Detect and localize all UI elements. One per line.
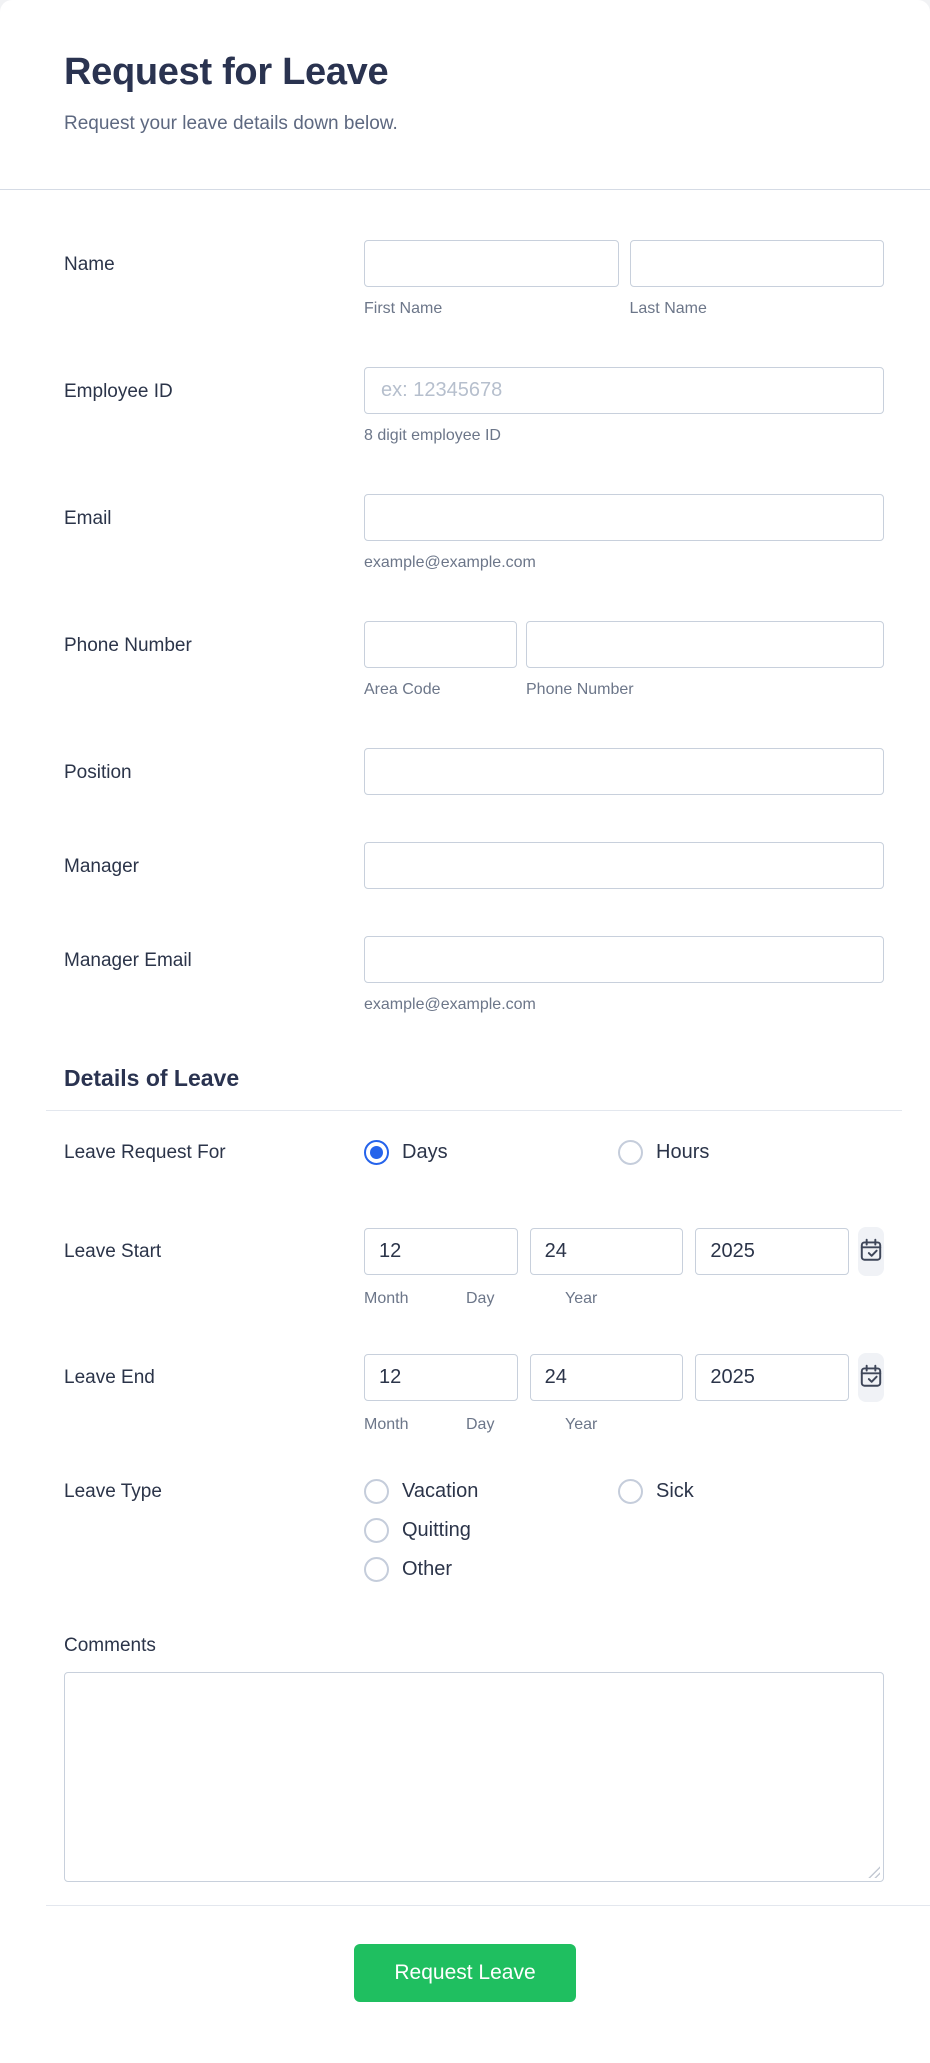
manager-label: Manager [64,856,139,878]
email-sublabel: example@example.com [364,554,536,572]
field-leave-start [64,1227,884,1307]
form-footer [0,1906,930,2052]
radio-circle-sick [618,1479,643,1504]
comments-textarea[interactable] [64,1672,884,1882]
leave-start-label: Leave Start [64,1241,162,1263]
radio-label-quitting: Quitting [402,1519,471,1542]
comments-label: Comments [64,1635,156,1657]
field-manager [64,842,884,889]
employee-id-input[interactable] [364,367,884,414]
field-leave-type [64,1479,884,1582]
leave-end-day-input[interactable] [530,1354,684,1401]
last-name-sublabel: Last Name [629,300,707,318]
leave-start-calendar-button[interactable] [858,1227,884,1276]
calendar-check-icon [858,1237,884,1266]
radio-label-sick: Sick [656,1480,694,1503]
field-position [64,748,884,795]
leave-start-month-sublabel: Month [364,1290,409,1308]
page-subtitle: Request your leave details down below. [64,113,398,135]
name-label: Name [64,254,115,276]
radio-label-days: Days [402,1141,448,1164]
radio-option-hours[interactable] [618,1140,709,1165]
leave-request-for-label: Leave Request For [64,1142,226,1164]
phone-number-sublabel: Phone Number [526,681,634,699]
field-comments [64,1634,884,1882]
phone-number-input[interactable] [526,621,884,668]
manager-email-sublabel: example@example.com [364,996,536,1014]
email-input[interactable] [364,494,884,541]
leave-end-month-sublabel: Month [364,1416,409,1434]
employee-id-sublabel: 8 digit employee ID [364,427,501,445]
position-input[interactable] [364,748,884,795]
radio-option-sick[interactable] [618,1479,694,1504]
area-code-input[interactable] [364,621,517,668]
page-title: Request for Leave [64,51,389,93]
manager-email-label: Manager Email [64,950,192,972]
request-leave-submit-button[interactable]: Request Leave [354,1944,576,2002]
field-leave-request-for [64,1140,884,1165]
details-of-leave-heading: Details of Leave [64,1065,240,1092]
radio-circle-other [364,1557,389,1582]
field-leave-end [64,1353,884,1433]
area-code-sublabel: Area Code [364,681,441,699]
radio-circle-hours [618,1140,643,1165]
radio-label-vacation: Vacation [402,1480,479,1503]
radio-circle-vacation [364,1479,389,1504]
leave-end-year-sublabel: Year [565,1416,598,1434]
radio-label-hours: Hours [656,1141,710,1164]
field-name [64,240,884,317]
field-email [64,494,884,571]
manager-input[interactable] [364,842,884,889]
first-name-sublabel: First Name [364,300,443,318]
leave-end-label: Leave End [64,1367,155,1389]
radio-option-other[interactable] [364,1557,452,1582]
field-phone [64,621,884,698]
leave-end-year-input[interactable] [695,1354,849,1401]
leave-start-day-input[interactable] [530,1228,684,1275]
radio-circle-days [364,1140,389,1165]
phone-label: Phone Number [64,635,192,657]
manager-email-input[interactable] [364,936,884,983]
form-header [0,0,930,190]
email-label: Email [64,508,112,530]
radio-option-vacation[interactable] [364,1479,618,1504]
radio-circle-quitting [364,1518,389,1543]
radio-option-quitting[interactable] [364,1518,471,1543]
employee-id-label: Employee ID [64,381,173,403]
section-divider [46,1110,902,1111]
leave-type-label: Leave Type [64,1481,162,1503]
leave-start-year-input[interactable] [695,1228,849,1275]
leave-end-day-sublabel: Day [466,1416,495,1434]
leave-end-calendar-button[interactable] [858,1353,884,1402]
position-label: Position [64,762,132,784]
field-manager-email [64,936,884,1013]
form-body [0,190,930,1906]
field-employee-id [64,367,884,444]
radio-label-other: Other [402,1558,453,1581]
calendar-check-icon [858,1363,884,1392]
radio-option-days[interactable] [364,1140,618,1165]
last-name-input[interactable] [630,240,885,287]
first-name-input[interactable] [364,240,619,287]
leave-start-day-sublabel: Day [466,1290,495,1308]
leave-end-month-input[interactable] [364,1354,518,1401]
leave-start-year-sublabel: Year [565,1290,598,1308]
leave-start-month-input[interactable] [364,1228,518,1275]
